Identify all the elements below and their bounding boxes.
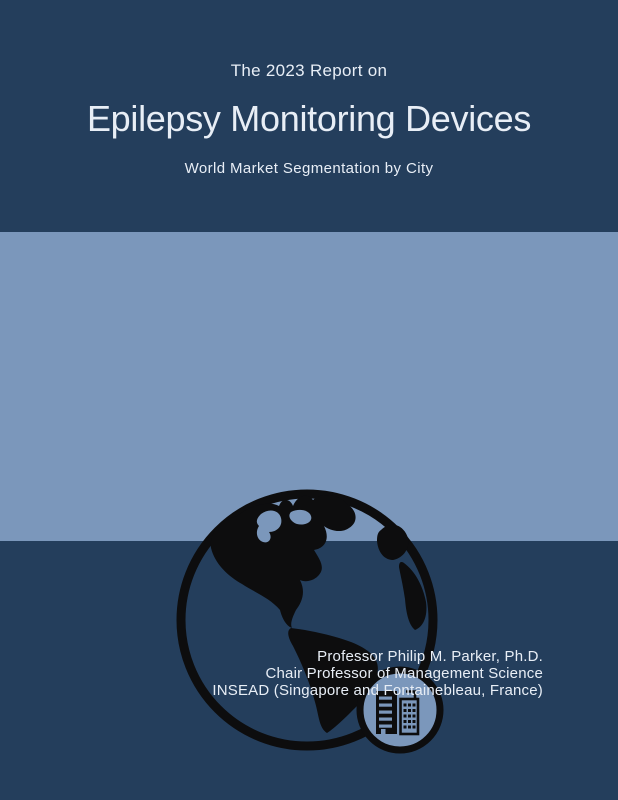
author-affiliation: INSEAD (Singapore and Fontainebleau, France): [212, 682, 543, 699]
report-title: Epilepsy Monitoring Devices: [86, 98, 532, 139]
report-subtitle: World Market Segmentation by City: [184, 160, 434, 177]
europe-landmass: [377, 525, 408, 560]
globe-illustration: [157, 470, 457, 770]
author-name: Professor Philip M. Parker, Ph.D.: [317, 648, 543, 665]
illustration-band: [0, 232, 618, 541]
author-role: Chair Professor of Management Science: [265, 665, 543, 682]
author-block: [212, 648, 543, 699]
globe-americas-icon: [157, 470, 457, 770]
report-tagline: The 2023 Report on: [230, 61, 388, 80]
